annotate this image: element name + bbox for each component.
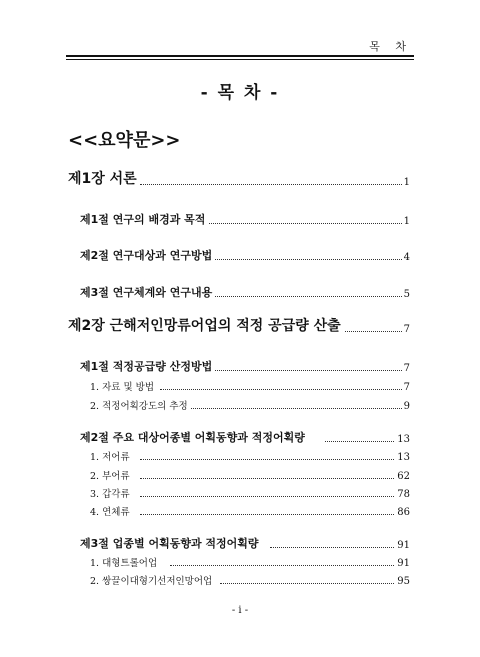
dot-leader [210,296,402,297]
toc-entry-label: 제3절 연구체계와 연구내용 [80,284,215,300]
dot-leader [205,370,402,371]
toc-title: - 목 차 - [200,83,280,103]
dot-leader [140,514,402,515]
toc-entry-section-2-2[interactable] [0,428,480,448]
toc-entry-label: 제1장 서론 [68,168,140,188]
dot-leader [140,184,402,185]
toc-entry-page: 9 [403,401,410,412]
toc-entry-item-2-2-4[interactable] [0,501,480,521]
toc-entry-page: 62 [397,471,410,482]
summary-heading: <<요약문>> [68,130,181,151]
toc-entry-page: 1 [403,177,410,188]
dot-leader [140,459,402,460]
toc-entry-page: 7 [403,363,410,374]
toc-entry-label: 제1절 연구의 배경과 목적 [80,211,208,227]
toc-entry-label: 1. 대형트롤어업 [90,555,160,569]
dot-leader [140,478,402,479]
toc-entry-page: 78 [397,489,410,500]
page-number-footer: - i - [231,605,249,616]
toc-entry-item-2-1-2[interactable] [0,395,480,415]
toc-entry-chapter-2[interactable] [0,318,480,338]
dot-leader [190,408,402,409]
toc-entry-label: 1. 저어류 [90,449,133,463]
toc-entry-page: 13 [397,434,410,445]
toc-entry-label: 제3절 업종별 어획동향과 적정어획량 [80,535,262,551]
toc-entry-label: 2. 적정어획강도의 추정 [90,398,191,412]
dot-leader [270,547,402,548]
dot-leader [200,223,402,224]
toc-entry-page: 86 [397,507,410,518]
toc-entry-label: 제2절 연구대상과 연구방법 [80,247,215,263]
dot-leader [210,259,402,260]
header-rule-thin [66,59,414,60]
dot-leader [325,441,402,442]
toc-entry-section-1-1[interactable] [0,210,480,230]
dot-leader [140,496,402,497]
toc-entry-label: 4. 연체류 [90,504,133,518]
toc-entry-page: 1 [403,216,410,227]
toc-entry-section-1-3[interactable] [0,283,480,303]
toc-entry-label: 2. 부어류 [90,468,133,482]
dot-leader [170,565,402,566]
toc-entry-page: 4 [403,252,410,263]
toc-entry-label: 1. 자료 및 방법 [90,379,157,393]
dot-leader [220,583,402,584]
toc-entry-section-2-3[interactable] [0,534,480,554]
toc-entry-page: 95 [397,576,410,587]
toc-entry-item-2-2-1[interactable] [0,446,480,466]
header-rule [66,55,414,57]
toc-entry-section-2-1[interactable] [0,357,480,377]
toc-entry-label: 제2절 주요 대상어종별 어획동향과 적정어획량 [80,429,308,445]
toc-entry-label: 2. 쌍끌이대형기선저인망어업 [90,573,215,587]
toc-entry-page: 7 [403,382,410,393]
toc-entry-page: 91 [397,558,410,569]
toc-entry-page: 7 [403,324,410,335]
toc-entry-page: 91 [397,540,410,551]
toc-entry-item-2-1-1[interactable] [0,376,480,396]
toc-entry-label: 제1절 적정공급량 산정방법 [80,358,215,374]
toc-entry-item-2-2-3[interactable] [0,483,480,503]
toc-entry-chapter-1[interactable] [0,171,480,191]
running-header: 목 차 [369,40,412,53]
toc-entry-item-2-2-2[interactable] [0,465,480,485]
toc-entry-page: 13 [397,452,410,463]
toc-entry-label: 3. 갑각류 [90,486,133,500]
dot-leader [160,389,402,390]
toc-entry-page: 5 [403,289,410,300]
toc-entry-label: 제2장 근해저인망류어업의 적정 공급량 산출 [68,315,344,335]
toc-entry-item-2-3-2[interactable] [0,570,480,590]
toc-entry-item-2-3-1[interactable] [0,552,480,572]
toc-entry-section-1-2[interactable] [0,246,480,266]
